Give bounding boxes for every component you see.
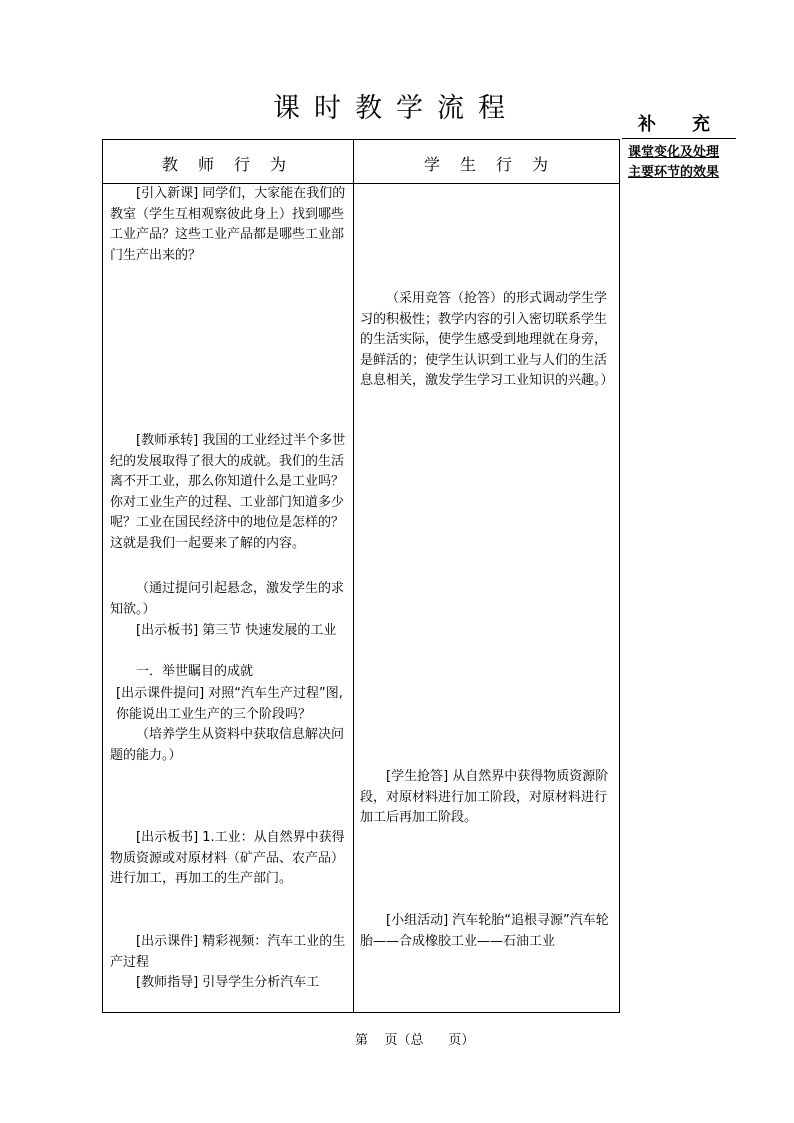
student-column-header: 学生行为 (424, 155, 569, 174)
table-column-divider (353, 139, 354, 1013)
side-note-line-2: 主要环节的效果 (628, 165, 720, 180)
side-header-rule (622, 138, 736, 139)
teacher-courseware-question: [出示课件提问] 对照“汽车生产过程”图,你能说出工业生产的三个阶段吗？ (116, 686, 343, 722)
student-engagement-note: （采用竞答（抢答）的形式调动学生学习的积极性；教学内容的引入密切联系学生的生活实际，使学生感受到地理就在身旁，是鲜活的；使学生认识到工业与人们的生活息息相关，激发学生学习工业知识的兴趣。） (360, 291, 614, 388)
teacher-board-section-title: [出示板书] 第三节 快速发展的工业 (136, 623, 337, 638)
page-title: 课时教学流程 (273, 93, 519, 124)
teacher-skill-note: （培养学生从资料中获取信息解决问题的能力。） (110, 727, 345, 763)
teacher-video-paragraph: [出示课件] 精彩视频：汽车工业的生产过程 (110, 934, 346, 970)
side-column-note (628, 143, 732, 183)
student-group-activity: [小组活动] 汽车轮胎“追根寻源”汽车轮胎——合成橡胶工业——石油工业 (360, 913, 609, 949)
teacher-column-header: 教师行为 (162, 155, 307, 174)
teacher-subheading: 一．举世瞩目的成就 (136, 664, 254, 679)
page-footer: 第 页（总 页） (355, 1033, 475, 1048)
student-quick-answer: [学生抢答] 从自然界中获得物质资源阶段，对原材料进行加工阶段，对原材料进行加工后再加工阶段。 (360, 769, 609, 825)
side-column-header: 补充 (638, 114, 746, 135)
teacher-guidance-paragraph: [教师指导] 引导学生分析汽车工 (136, 975, 320, 990)
teacher-purpose-note: （通过提问引起悬念，激发学生的求知欲。） (110, 581, 345, 617)
side-note-line-1: 课堂变化及处理 (628, 145, 720, 160)
teacher-board-definition: [出示板书] 1.工业：从自然界中获得物质资源或对原材料（矿产品、农产品）进行加工，再加工的生产部门。 (110, 830, 345, 886)
teacher-intro-paragraph: [引入新课] 同学们，大家能在我们的教室（学生互相观察彼此身上）找到哪些工业产品？这些工业产品都是哪些工业部门生产出来的？ (110, 186, 346, 263)
teacher-transition-paragraph: [教师承转] 我国的工业经过半个多世纪的发展取得了很大的成就。我们的生活离不开工业，那么你知道什么是工业吗？你对工业生产的过程、工业部门知道多少呢？工业在国民经济中的地位是怎样的？这就是我们一起要来了解的内容。 (110, 433, 346, 551)
